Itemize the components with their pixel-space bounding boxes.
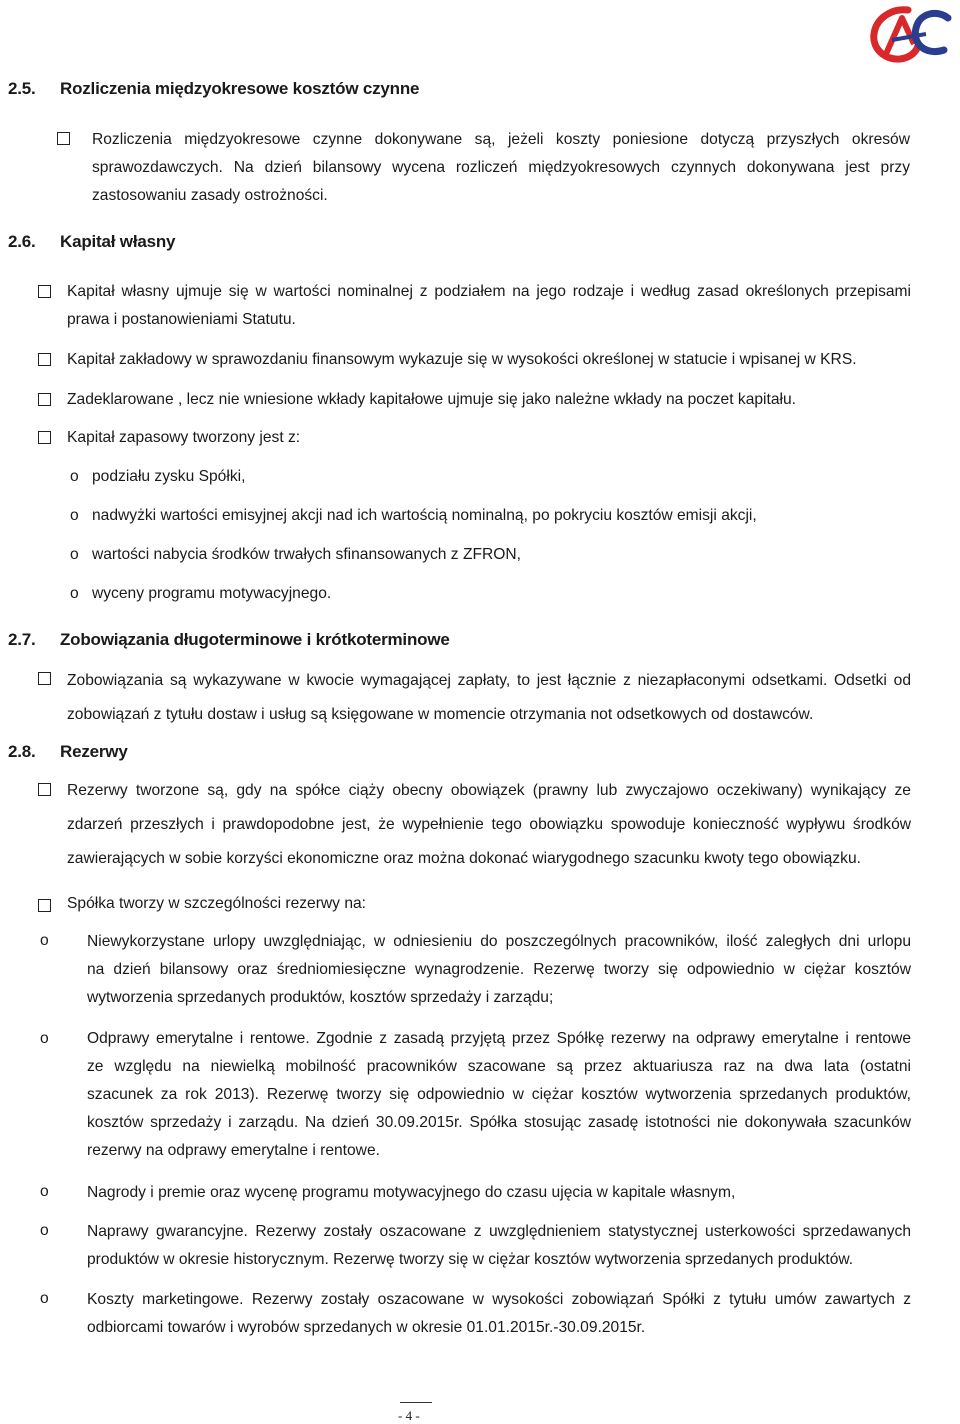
- text-line: szacunek za rok 2013). Rezerwę tworzy się odpowiednio w ciężar kosztów wytworzenia sprzedanych produktów,: [87, 1086, 911, 1103]
- text-line: prawa i postanowieniami Statutu.: [67, 311, 296, 328]
- paragraph: Kapitał zapasowy tworzony jest z:: [67, 429, 301, 446]
- list-item: nadwyżki wartości emisyjnej akcji nad ich wartością nominalną, po pokryciu kosztów emisji akcji,: [92, 507, 757, 524]
- page-number: - 4 -: [398, 1408, 420, 1423]
- section-title: Zobowiązania długoterminowe i krótkoterminowe: [60, 630, 450, 649]
- section-number: 2.8.: [8, 742, 36, 761]
- section-number: 2.5.: [8, 79, 36, 98]
- text-line: Rozliczenia międzyokresowe czynne dokonywane są, jeżeli koszty poniesione dotyczą przyszłych okresów: [92, 131, 910, 148]
- section-title: Rozliczenia międzyokresowe kosztów czynne: [60, 79, 420, 98]
- list-marker: o: [70, 468, 79, 485]
- paragraph: [67, 664, 911, 732]
- paragraph: [67, 774, 911, 876]
- text-line: zastosowaniu zasady ostrożności.: [92, 187, 328, 204]
- list-marker: o: [40, 1290, 49, 1307]
- section-title: Kapitał własny: [60, 232, 176, 251]
- text-line: Kapitał własny ujmuje się w wartości nominalnej z podziałem na jego rodzaje i według zasad określonych przepisami: [67, 283, 911, 300]
- footer-rule: [400, 1402, 432, 1403]
- list-marker: o: [40, 1222, 49, 1239]
- text-line: kosztów sprzedaży i zarządu. Na dzień 30.09.2015r. Spółka stosując zasadę istotności nie dokonywała szacunków: [87, 1114, 911, 1131]
- text-line: zawierających w sobie korzyści ekonomiczne oraz można dokonać wiarygodnego szacunku kwoty tego obowiązku.: [67, 850, 861, 867]
- text-line: Koszty marketingowe. Rezerwy zostały oszacowane w wysokości zobowiązań Spółki z tytułu umów zawartych z: [87, 1291, 911, 1308]
- text-line: produktów w okresie historycznym. Rezerwę tworzy się w ciężar kosztów wytworzenia sprzedanych produktów.: [87, 1251, 854, 1268]
- list-item: [87, 1286, 911, 1342]
- list-marker: o: [70, 585, 79, 602]
- list-marker: o: [70, 546, 79, 563]
- list-item: wyceny programu motywacyjnego.: [92, 585, 332, 602]
- list-marker: o: [70, 507, 79, 524]
- list-marker: o: [40, 1030, 49, 1047]
- text-line: Naprawy gwarancyjne. Rezerwy zostały oszacowane z uwzględnieniem statystycznej usterkowości sprzedawanych: [87, 1223, 911, 1240]
- checkbox-bullet-icon: [38, 783, 51, 796]
- paragraph: Kapitał zakładowy w sprawozdaniu finansowym wykazuje się w wysokości określonej w statucie i wpisanej w KRS.: [67, 351, 857, 368]
- list-item: [87, 928, 911, 1012]
- text-line: zobowiązań z tytułu dostaw i usług są księgowane w momencie otrzymania not odsetkowych od dostawców.: [67, 706, 814, 723]
- text-line: rezerwy na odprawy emerytalne i rentowe.: [87, 1142, 380, 1159]
- text-line: Rezerwy tworzone są, gdy na spółce ciąży obecny obowiązek (prawny lub zwyczajowo oczekiwany) wynikający ze: [67, 782, 911, 799]
- list-marker: o: [40, 1183, 49, 1200]
- list-item: Nagrody i premie oraz wycenę programu motywacyjnego do czasu ujęcia w kapitale własnym,: [87, 1184, 736, 1201]
- list-item: [87, 1218, 911, 1274]
- list-item: podziału zysku Spółki,: [92, 468, 246, 485]
- paragraph: [92, 126, 910, 210]
- section-heading-2-6: [8, 232, 175, 252]
- text-line: ze względu na niewielką mobilność pracowników szacowane są przez aktuariusza raz na dwa lata (ostatni: [87, 1058, 911, 1075]
- paragraph: [67, 278, 911, 334]
- checkbox-bullet-icon: [38, 431, 51, 444]
- checkbox-bullet-icon: [38, 285, 51, 298]
- text-line: zdarzeń przeszłych i prawdopodobne jest, że wypełnienie tego obowiązku spowoduje konieczność wypływu środków: [67, 816, 911, 833]
- section-heading-2-5: [8, 79, 419, 99]
- text-line: Odprawy emerytalne i rentowe. Zgodnie z zasadą przyjętą przez Spółkę rezerwy na odprawy emerytalne i rentowe: [87, 1030, 911, 1047]
- text-line: Zobowiązania są wykazywane w kwocie wymagającej zapłaty, to jest łącznie z niezapłaconymi odsetkami. Odsetki od: [67, 672, 911, 689]
- list-marker: o: [40, 932, 49, 949]
- text-line: Niewykorzystane urlopy uwzględniając, w odniesieniu do poszczególnych pracowników, ilość zaległych dni urlopu: [87, 933, 911, 950]
- list-item: wartości nabycia środków trwałych sfinansowanych z ZFRON,: [92, 546, 521, 563]
- paragraph: Spółka tworzy w szczególności rezerwy na:: [67, 895, 366, 912]
- checkbox-bullet-icon: [38, 353, 51, 366]
- section-title: Rezerwy: [60, 742, 128, 761]
- section-heading-2-8: [8, 742, 128, 762]
- checkbox-bullet-icon: [38, 393, 51, 406]
- checkbox-bullet-icon: [57, 132, 70, 145]
- checkbox-bullet-icon: [38, 672, 51, 685]
- paragraph: Zadeklarowane , lecz nie wniesione wkłady kapitałowe ujmuje się jako należne wkłady na poczet kapitału.: [67, 391, 796, 408]
- section-number: 2.6.: [8, 232, 36, 251]
- company-logo: [868, 4, 956, 64]
- text-line: wytworzenia sprzedanych produktów, kosztów sprzedaży i zarządu;: [87, 989, 554, 1006]
- text-line: na dzień bilansowy oraz średniomiesięczne wynagrodzenie. Rezerwę tworzy się odpowiednio w ciężar kosztów: [87, 961, 911, 978]
- section-heading-2-7: [8, 630, 450, 650]
- text-line: sprawozdawczych. Na dzień bilansowy wycena rozliczeń międzyokresowych czynnych dokonywana jest przy: [92, 159, 910, 176]
- list-item: [87, 1025, 911, 1165]
- section-number: 2.7.: [8, 630, 36, 649]
- text-line: odbiorcami towarów i wyrobów sprzedanych w okresie 01.01.2015r.-30.09.2015r.: [87, 1319, 646, 1336]
- checkbox-bullet-icon: [38, 899, 51, 912]
